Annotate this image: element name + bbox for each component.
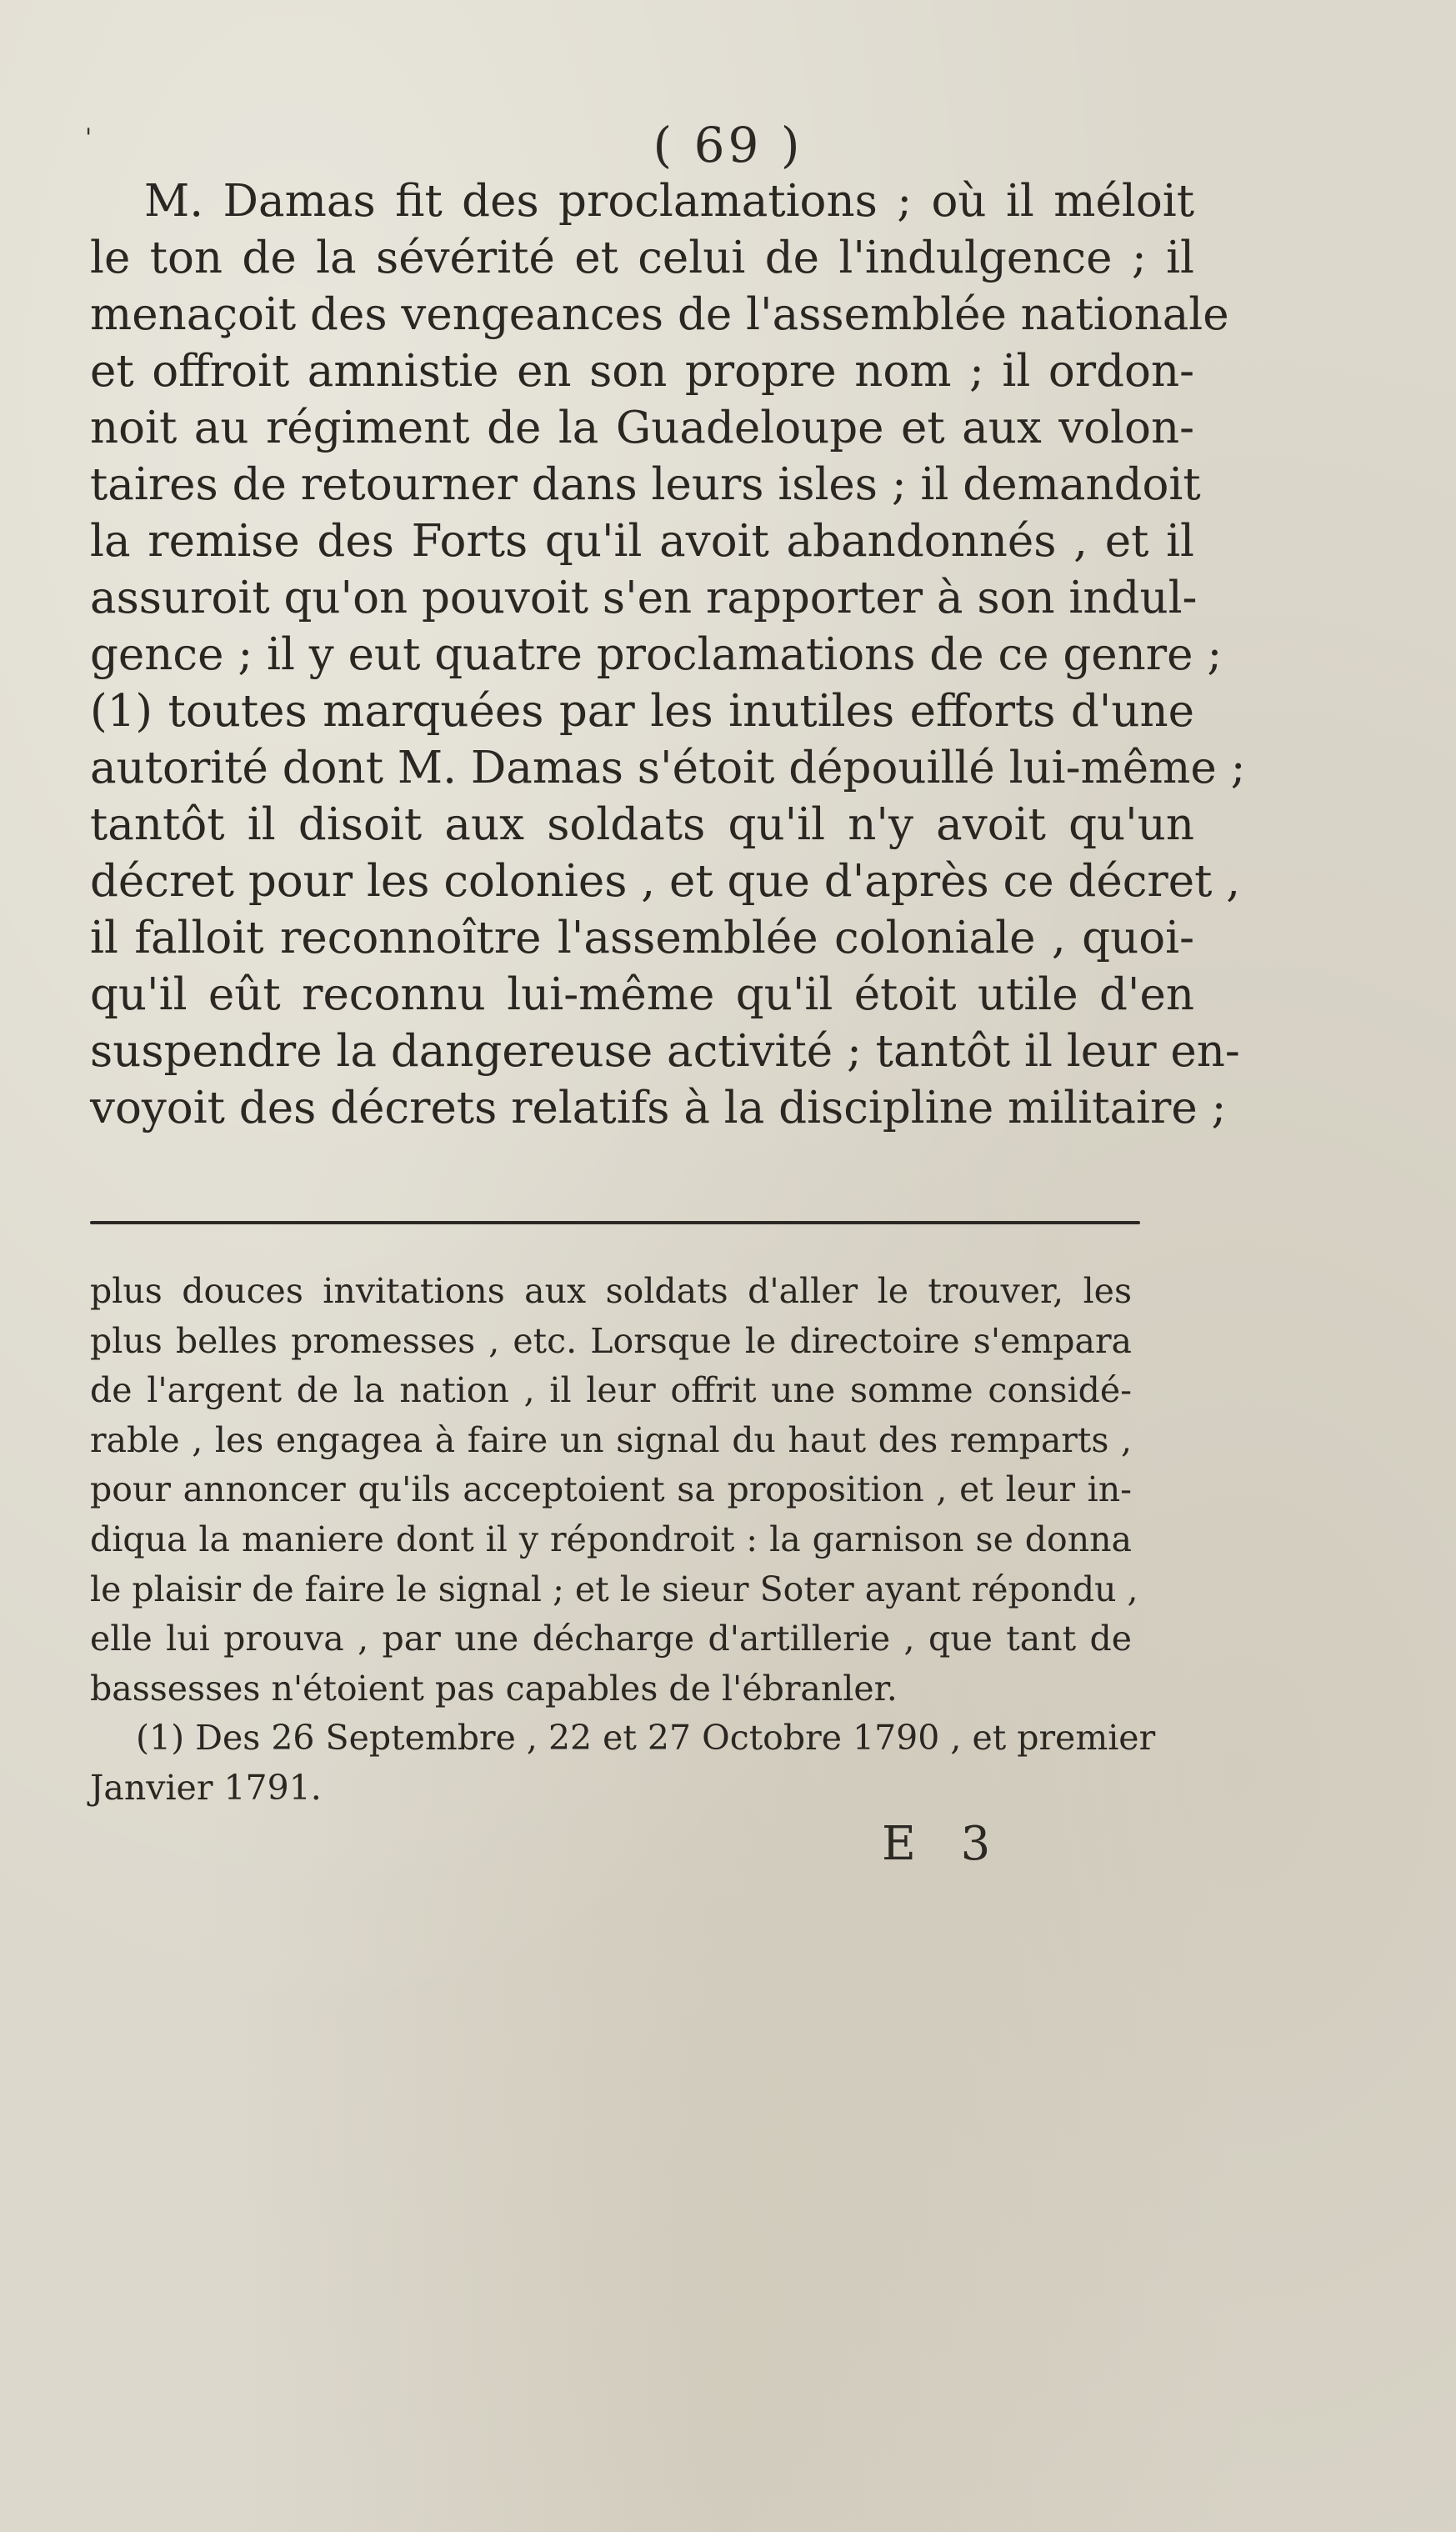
- main-text-line: qu'il eût reconnu lui-même qu'il étoit utile d'en: [90, 969, 1194, 1020]
- footnote-line: bassesses n'étoient pas capables de l'ébranler.: [90, 1668, 898, 1709]
- footnote-divider: [90, 1221, 1140, 1224]
- stray-mark: ': [85, 123, 93, 153]
- main-text-line: taires de retourner dans leurs isles ; il demandoit: [90, 459, 1201, 510]
- main-text-line: assuroit qu'on pouvoit s'en rapporter à son indul-: [90, 573, 1198, 623]
- main-text: [90, 173, 1246, 1137]
- main-text-line: et offroit amnistie en son propre nom ; il ordon-: [90, 346, 1194, 397]
- footnote-line: rable , les engagea à faire un signal du haut des remparts ,: [90, 1419, 1132, 1460]
- footnote-line: plus douces invitations aux soldats d'aller le trouver, les: [90, 1271, 1132, 1311]
- footnote-line: plus belles promesses , etc. Lorsque le directoire s'empara: [90, 1320, 1132, 1361]
- footnote-line: de l'argent de la nation , il leur offrit une somme considé-: [90, 1370, 1132, 1411]
- main-text-line: tantôt il disoit aux soldats qu'il n'y avoit qu'un: [90, 799, 1194, 850]
- signature-mark: E 3: [882, 1817, 1006, 1871]
- main-text-line: (1) toutes marquées par les inutiles efforts d'une: [90, 686, 1194, 737]
- footnote-line: le plaisir de faire le signal ; et le sieur Soter ayant répondu ,: [90, 1569, 1138, 1609]
- footnote-line: diqua la maniere dont il y répondroit : la garnison se donna: [90, 1519, 1132, 1559]
- main-text-line: menaçoit des vengeances de l'assemblée nationale: [90, 289, 1229, 340]
- page-number: ( 69 ): [653, 117, 803, 173]
- footnote-line: (1) Des 26 Septembre , 22 et 27 Octobre 1790 , et premier: [136, 1718, 1156, 1759]
- footnote-line: pour annoncer qu'ils acceptoient sa proposition , et leur in-: [90, 1469, 1132, 1510]
- main-text-line: M. Damas fit des proclamations ; où il méloit: [144, 176, 1194, 227]
- main-text-line: il falloit reconnoître l'assemblée coloniale , quoi-: [90, 913, 1194, 963]
- main-text-line: autorité dont M. Damas s'étoit dépouillé lui-même ;: [90, 743, 1246, 793]
- footnotes: [90, 1267, 1156, 1814]
- footnote-line: Janvier 1791.: [90, 1767, 322, 1808]
- footnote-line: elle lui prouva , par une décharge d'artillerie , que tant de: [90, 1619, 1132, 1659]
- main-text-line: le ton de la sévérité et celui de l'indulgence ; il: [90, 233, 1194, 283]
- main-text-line: décret pour les colonies , et que d'après ce décret ,: [90, 856, 1241, 907]
- main-text-line: la remise des Forts qu'il avoit abandonnés , et il: [90, 516, 1194, 567]
- main-text-line: suspendre la dangereuse activité ; tantôt il leur en-: [90, 1026, 1240, 1077]
- main-text-line: gence ; il y eut quatre proclamations de ce genre ;: [90, 629, 1223, 680]
- main-text-line: noit au régiment de la Guadeloupe et aux volon-: [90, 403, 1194, 453]
- main-text-line: voyoit des décrets relatifs à la discipline militaire ;: [90, 1083, 1227, 1133]
